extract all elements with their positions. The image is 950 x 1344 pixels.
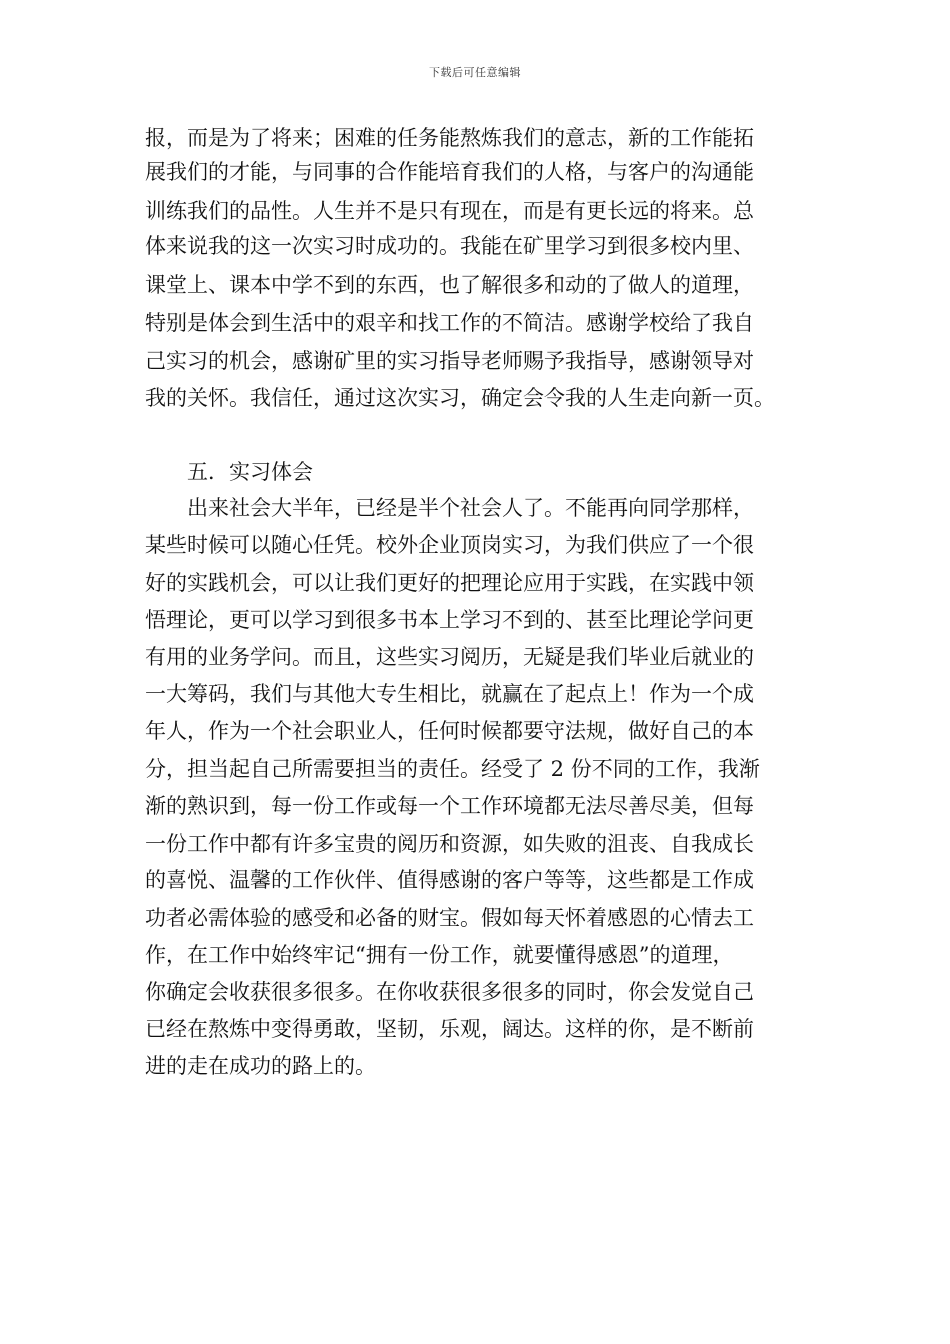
paragraph-line: 特别是体会到生活中的艰辛和找工作的不简洁。感谢学校给了我自 — [145, 311, 754, 335]
paragraph-line: 某些时候可以随心任凭。校外企业顶岗实习，为我们供应了一个很 — [145, 533, 754, 557]
paragraph-line: 展我们的才能，与同事的合作能培育我们的人格，与客户的沟通能 — [145, 160, 754, 184]
paragraph-line: 我的关怀。我信任，通过这次实习，确定会令我的人生走向新一页。 — [145, 386, 775, 410]
paragraph-line: 作，在工作中始终牢记“拥有一份工作，就要懂得感恩”的道理， — [145, 943, 734, 967]
paragraph-line: 已经在熬炼中变得勇敢，坚韧，乐观，阔达。这样的你，是不断前 — [145, 1017, 754, 1041]
paragraph-line: 你确定会收获很多很多。在你收获很多很多的同时，你会发觉自己 — [145, 980, 754, 1004]
paragraph-line: 功者必需体验的感受和必备的财宝。假如每天怀着感恩的心情去工 — [145, 906, 754, 930]
paragraph-line: 的喜悦、温馨的工作伙伴、值得感谢的客户等等，这些都是工作成 — [145, 868, 754, 892]
paragraph-line: 一大筹码，我们与其他大专生相比，就赢在了起点上！作为一个成 — [145, 682, 754, 706]
paragraph-line: 渐的熟识到，每一份工作或每一个工作环境都无法尽善尽美，但每 — [145, 794, 754, 818]
paragraph-line: 出来社会大半年，已经是半个社会人了。不能再向同学那样， — [187, 496, 754, 520]
paragraph-line: 好的实践机会，可以让我们更好的把理论应用于实践，在实践中领 — [145, 571, 754, 595]
paragraph-line: 报，而是为了将来；困难的任务能熬炼我们的意志，新的工作能拓 — [145, 126, 754, 150]
paragraph-line: 分，担当起自己所需要担当的责任。经受了 2 份不同的工作，我渐 — [145, 757, 760, 781]
paragraph-line: 进的走在成功的路上的。 — [145, 1054, 376, 1078]
paragraph-line: 训练我们的品性。人生并不是只有现在，而是有更长远的将来。总 — [145, 199, 754, 223]
paragraph-line: 一份工作中都有许多宝贵的阅历和资源，如失败的沮丧、自我成长 — [145, 832, 754, 856]
paragraph-line: 悟理论，更可以学习到很多书本上学习不到的、甚至比理论学问更 — [145, 608, 754, 632]
paragraph-line: 有用的业务学问。而且，这些实习阅历，无疑是我们毕业后就业的 — [145, 645, 754, 669]
paragraph-line: 课堂上、课本中学不到的东西，也了解很多和动的了做人的道理， — [145, 273, 754, 297]
paragraph-line: 体来说我的这一次实习时成功的。我能在矿里学习到很多校内里、 — [145, 234, 754, 258]
page-header: 下载后可任意编辑 — [429, 66, 521, 79]
paragraph-line: 年人，作为一个社会职业人，任何时候都要守法规，做好自己的本 — [145, 719, 754, 743]
paragraph-line: 己实习的机会，感谢矿里的实习指导老师赐予我指导，感谢领导对 — [145, 349, 754, 373]
section-heading: 五．实习体会 — [187, 460, 313, 484]
